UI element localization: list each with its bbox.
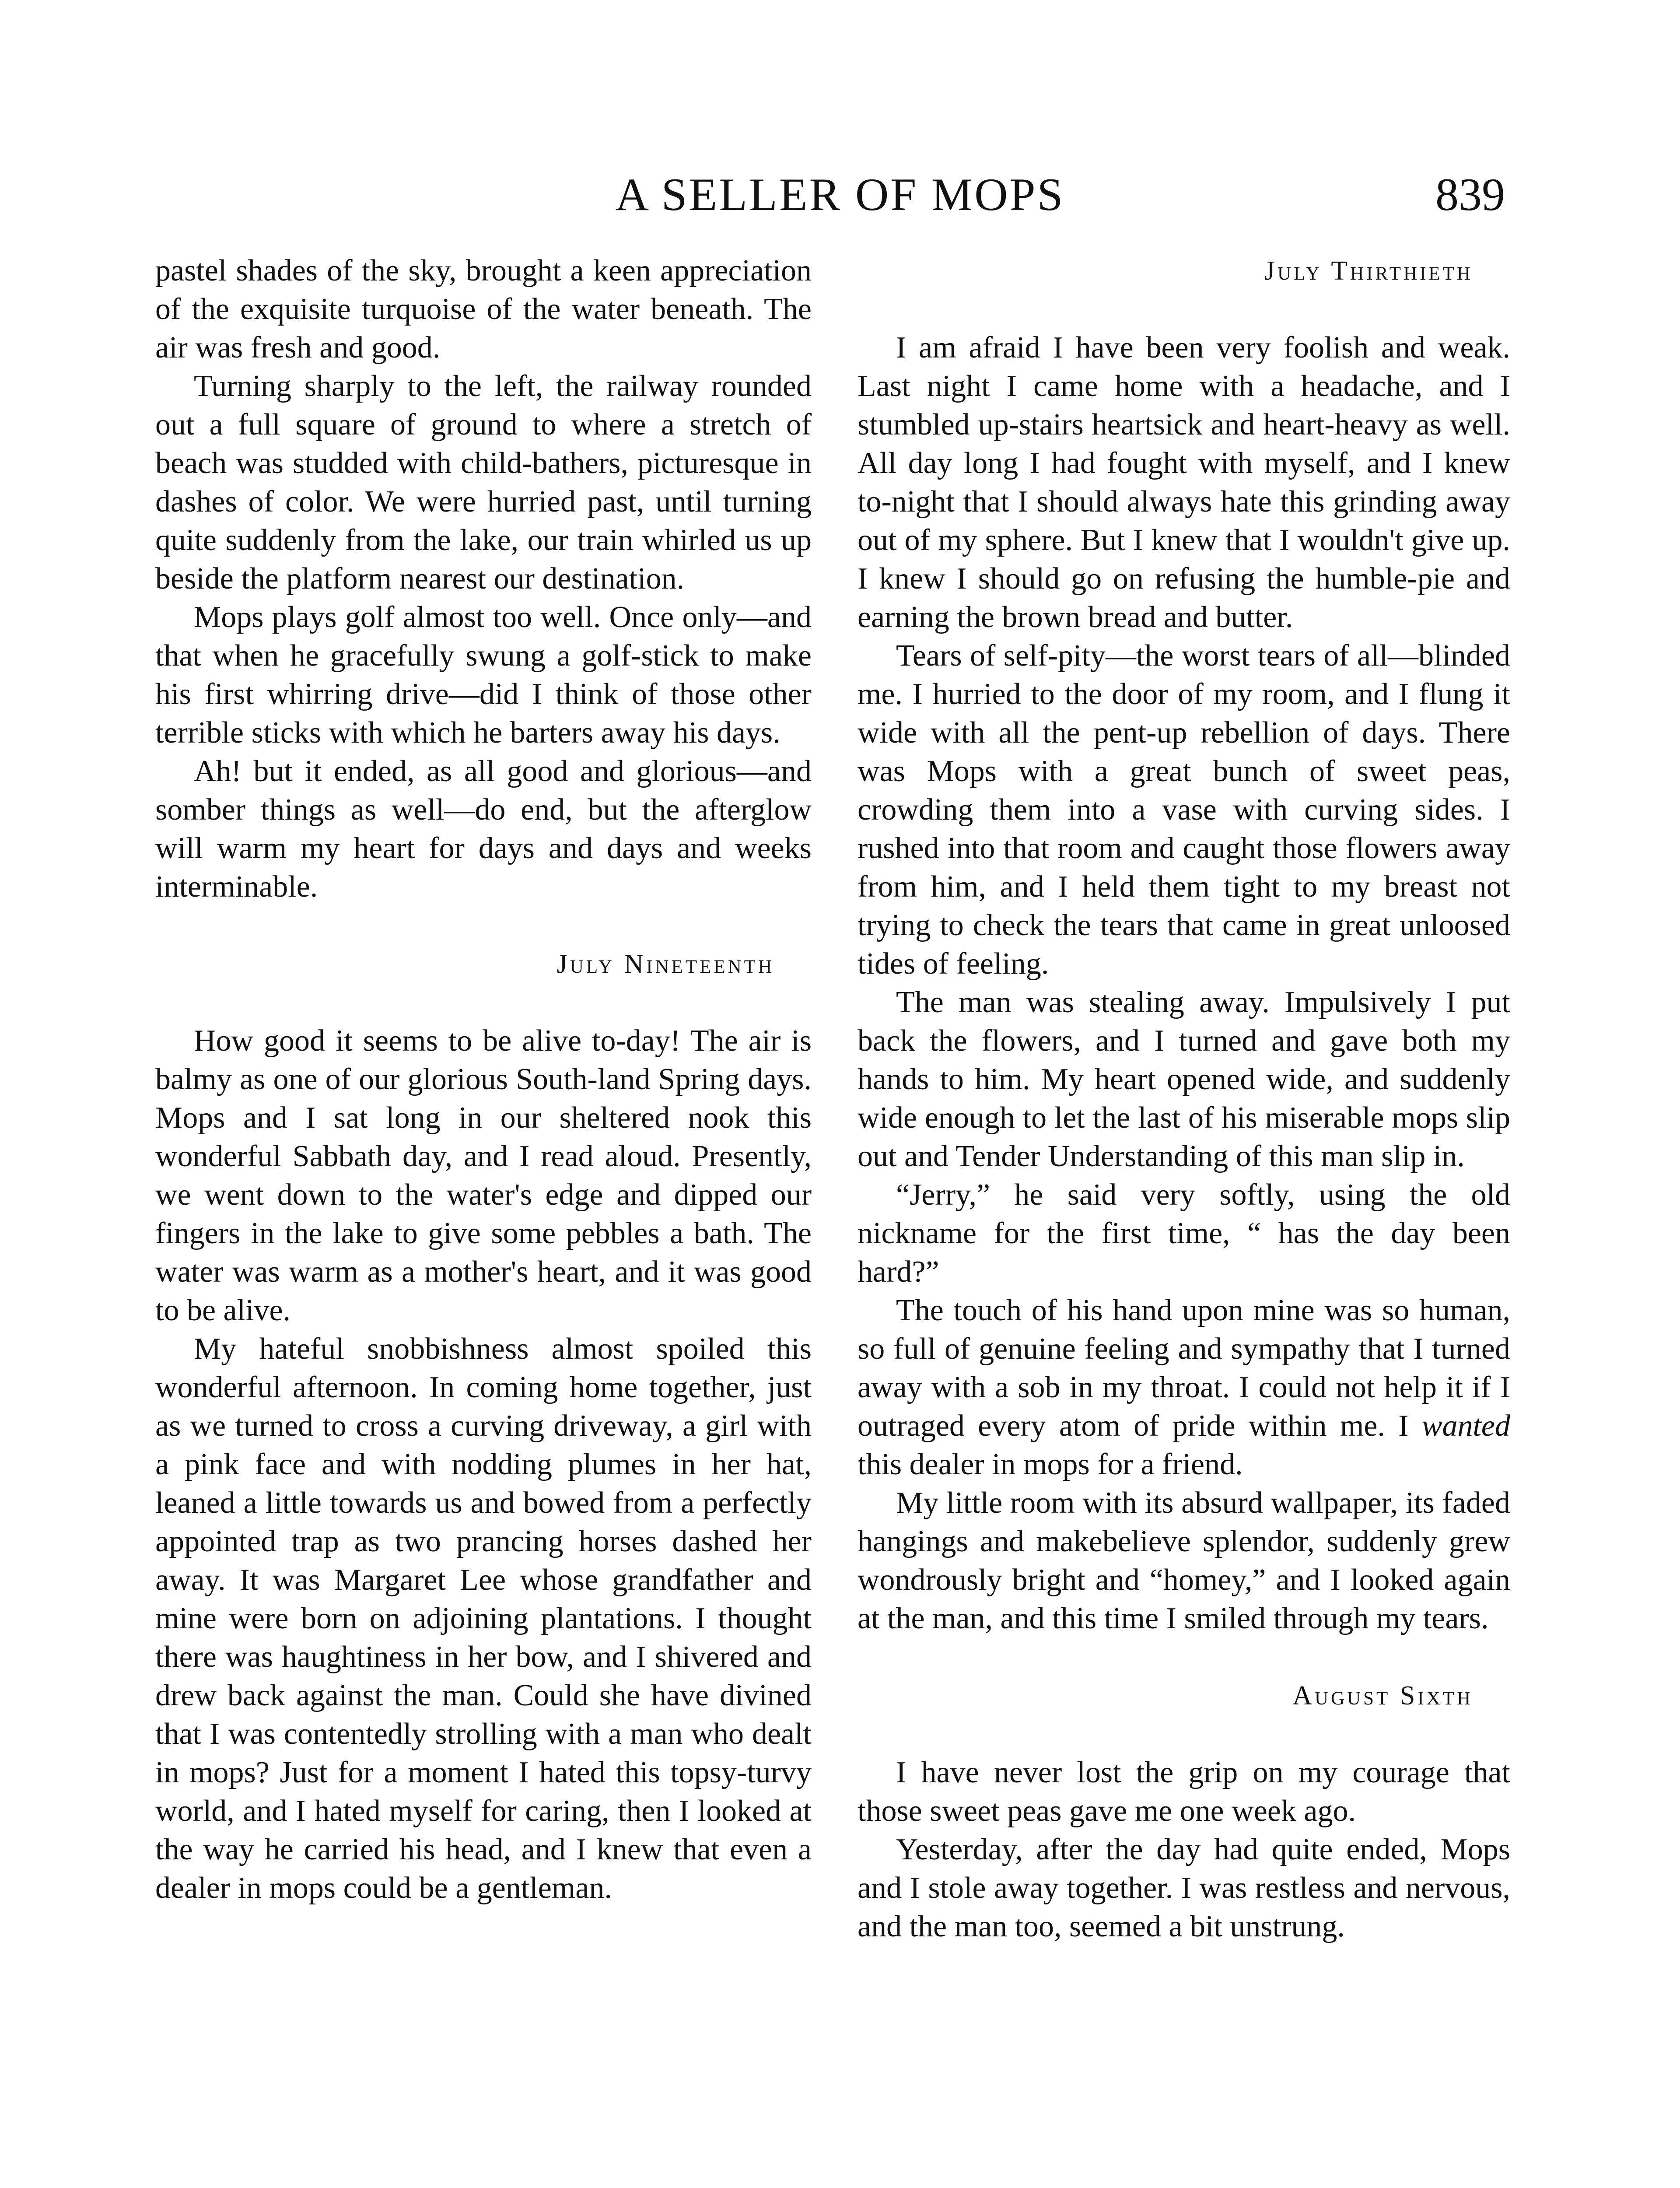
paragraph: pastel shades of the sky, brought a keen appreciation of the exquisite turquoise of the water beneath. The air was fresh and good. — [155, 254, 812, 365]
diary-entry-heading: July Nineteenth — [556, 949, 774, 979]
emphasis-text: wanted — [1421, 1409, 1510, 1443]
page-number: 839 — [1435, 169, 1505, 220]
paragraph: How good it seems to be alive to-day! The air is balmy as one of our glorious South-land Spring days. Mops and I sat long in our sheltered nook this wonderful Sabbath day, and I read aloud. Presently, we went down to the water's edge and dipped our fingers in the lake to give some pebbles a bath. The water was warm as a mother's heart, and it was good to be alive. — [155, 1024, 812, 1327]
diary-entry-heading: August Sixth — [1292, 1681, 1473, 1711]
paragraph — [858, 1291, 1510, 1484]
paragraph-text: The touch of his hand upon mine was so human, so full of genuine feeling and sympathy that I turned away with a sob in my throat. I could not help it if I outraged every atom of pride within me. I — [858, 1294, 1510, 1443]
right-column — [858, 252, 1510, 1946]
running-title: A SELLER OF MOPS — [615, 169, 1065, 220]
paragraph: Mops plays golf almost too well. Once only—and that when he gracefully swung a golf-stick to make his first whirring drive—did I think of those other terrible sticks with which he barters away his days. — [155, 600, 812, 750]
paragraph: I have never lost the grip on my courage that those sweet peas gave me one week ago. — [858, 1756, 1510, 1828]
paragraph: Yesterday, after the day had quite ended, Mops and I stole away together. I was restless and nervous, and the man too, seemed a bit unstrung. — [858, 1833, 1510, 1943]
paragraph: My little room with its absurd wallpaper, its faded hangings and makebelieve splendor, suddenly grew wondrously bright and “homey,” and I looked again at the man, and this time I smiled through my tears. — [858, 1486, 1510, 1635]
diary-entry-heading: July Thirthieth — [1264, 256, 1473, 286]
paragraph: “Jerry,” he said very softly, using the old nickname for the first time, “ has the day been hard?” — [858, 1178, 1510, 1289]
paragraph: I am afraid I have been very foolish and weak. Last night I came home with a headache, and I stumbled up-stairs heartsick and heart-heavy as well. All day long I had fought with myself, and I knew to-night that I should always hate this grinding away out of my sphere. But I knew that I wouldn't give up. I knew I should go on refusing the humble-pie and earning the brown bread and butter. — [858, 331, 1510, 634]
paragraph: Ah! but it ended, as all good and glorious—and somber things as well—do end, but the afterglow will warm my heart for days and days and weeks interminable. — [155, 754, 812, 904]
paragraph-text: this dealer in mops for a friend. — [858, 1448, 1243, 1481]
left-column — [155, 252, 812, 1907]
paragraph: The man was stealing away. Impulsively I put back the flowers, and I turned and gave both my hands to him. My heart opened wide, and suddenly wide enough to let the last of his miserable mops slip out and Tender Understanding of this man slip in. — [858, 985, 1510, 1173]
paragraph: Turning sharply to the left, the railway rounded out a full square of ground to where a stretch of beach was studded with child-bathers, picturesque in dashes of color. We were hurried past, until turning quite suddenly from the lake, our train whirled us up beside the platform nearest our destination. — [155, 369, 812, 596]
paragraph: Tears of self-pity—the worst tears of all—blinded me. I hurried to the door of my room, and I flung it wide with all the pent-up rebellion of days. There was Mops with a great bunch of sweet peas, crowding them into a vase with curving sides. I rushed into that room and caught those flowers away from him, and I held them tight to my breast not trying to check the tears that came in great unloosed tides of feeling. — [858, 639, 1510, 981]
paragraph: My hateful snobbishness almost spoiled this wonderful afternoon. In coming home together, just as we turned to cross a curving driveway, a girl with a pink face and with nodding plumes in her hat, leaned a little towards us and bowed from a perfectly appointed trap as two prancing horses dashed her away. It was Margaret Lee whose grandfather and mine were born on adjoining plantations. I thought there was haughtiness in her bow, and I shivered and drew back against the man. Could she have divined that I was contentedly strolling with a man who dealt in mops? Just for a moment I hated this topsy-turvy world, and I hated myself for caring, then I looked at the way he carried his head, and I knew that even a dealer in mops could be a gentleman. — [155, 1332, 812, 1905]
